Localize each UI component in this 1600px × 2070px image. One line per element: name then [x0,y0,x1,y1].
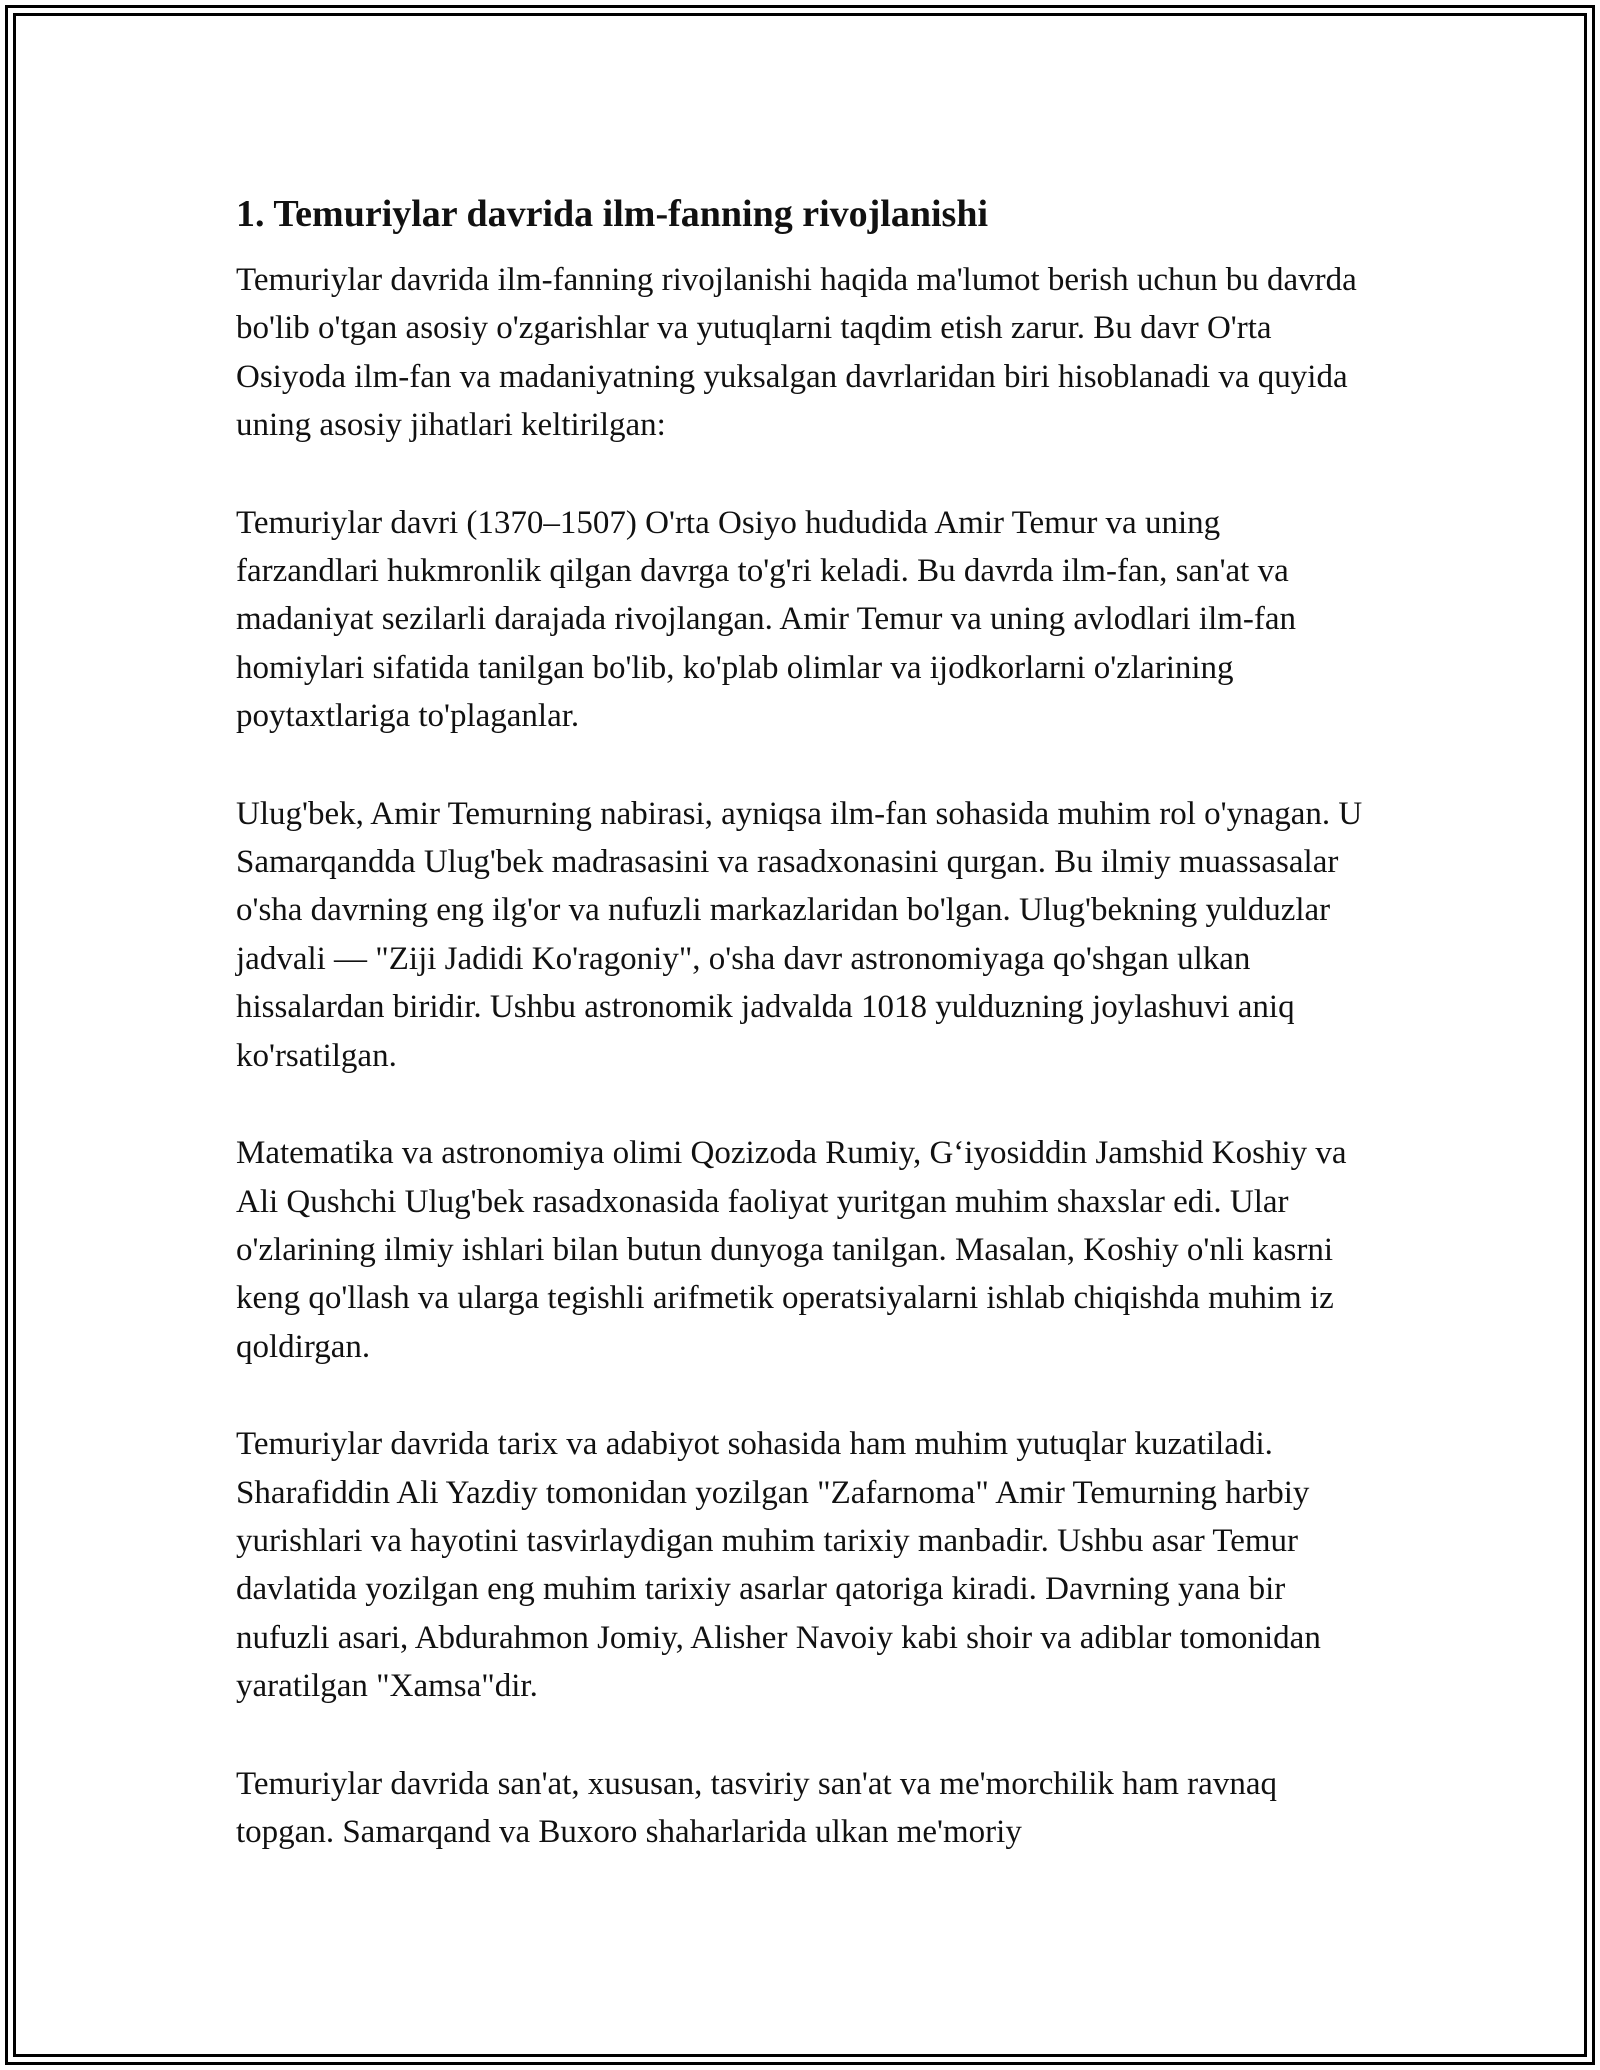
paragraph-art-architecture: Temuriylar davrida san'at, xususan, tasviriy san'at va me'morchilik ham ravnaq topgan. Samarqand va Buxoro shaharlarida ulkan me'moriy [236,1765,1277,1850]
paragraph-scientists: Matematika va astronomiya olimi Qozizoda Rumiy, G‘iyosiddin Jamshid Koshiy va Ali Qushchi Ulug'bek rasadxonasida faoliyat yuritgan muhim shaxslar edi. Ular o'zlarining ilmiy ishlari bilan butun dunyoga tanilgan. Masalan, Koshiy o'nli kasrni keng qo'llash va ularga tegishli arifmetik operatsiyalarni ishlab chiqishda muhim iz qoldirgan. [236,1135,1347,1365]
document-body [236,186,1366,1905]
section-heading: 1. Temuriylar davrida ilm-fanning rivojlanishi [236,193,989,235]
paragraph-intro: Temuriylar davrida ilm-fanning rivojlanishi haqida ma'lumot berish uchun bu davrda bo'lib o'tgan asosiy o'zgarishlar va yutuqlarni taqdim etish zarur. Bu davr O'rta Osiyoda ilm-fan va madaniyatning yuksalgan davrlaridan biri hisoblanadi va quyida uning asosiy jihatlari keltirilgan: [236,262,1357,444]
paragraph-ulugbek: Ulug'bek, Amir Temurning nabirasi, ayniqsa ilm-fan sohasida muhim rol o'ynagan. U Samarqandda Ulug'bek madrasasini va rasadxonasini qurgan. Bu ilmiy muassasalar o'sha davrning eng ilg'or va nufuzli markazlaridan bo'lgan. Ulug'bekning yulduzlar jadvali — "Ziji Jadidi Ko'ragoniy", o'sha davr astronomiyaga qo'shgan ulkan hissalardan biridir. Ushbu astronomik jadvalda 1018 yulduzning joylashuvi aniq ko'rsatilgan. [236,795,1363,1074]
paragraph-history-literature: Temuriylar davrida tarix va adabiyot sohasida ham muhim yutuqlar kuzatiladi. Sharafiddin Ali Yazdiy tomonidan yozilgan "Zafarnoma" Amir Temurning harbiy yurishlari va hayotini tasvirlaydigan muhim tarixiy manbadir. Ushbu asar Temur davlatida yozilgan eng muhim tarixiy asarlar qatoriga kiradi. Davrning yana bir nufuzli asari, Abdurahmon Jomiy, Alisher Navoiy kabi shoir va adiblar tomonidan yaratilgan "Xamsa"dir. [236,1426,1321,1705]
paragraph-timurid-period: Temuriylar davri (1370–1507) O'rta Osiyo hududida Amir Temur va uning farzandlari hukmronlik qilgan davrga to'g'ri keladi. Bu davrda ilm-fan, san'at va madaniyat sezilarli darajada rivojlangan. Amir Temur va uning avlodlari ilm-fan homiylari sifatida tanilgan bo'lib, ko'plab olimlar va ijodkorlarni o'zlarining poytaxtlariga to'plaganlar. [236,504,1297,735]
